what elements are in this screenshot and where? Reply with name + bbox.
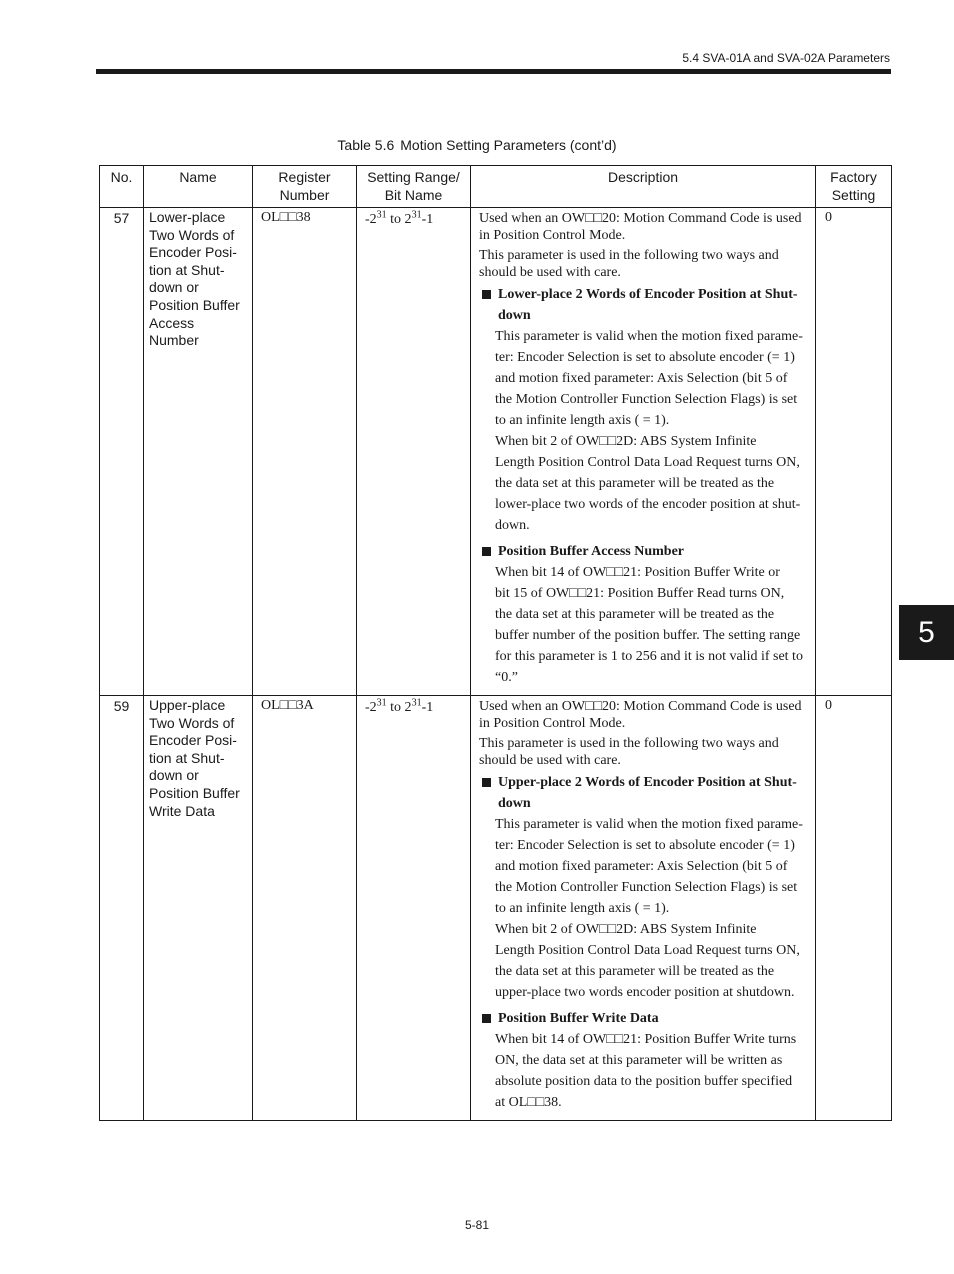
param-name: Upper-place Two Words of Encoder Posi- tion at Shut- down or Position Buffer Write Data (144, 696, 253, 1121)
caption-title: Motion Setting Parameters (cont’d) (400, 137, 617, 153)
subsection-heading: Position Buffer Access Number (479, 541, 811, 562)
subsection-heading: Lower-place 2 Words of Encoder Position at Shut- down (479, 284, 811, 326)
desc-intro: This parameter is used in the following two ways and should be used with care. (479, 248, 779, 280)
parameter-table (99, 165, 892, 1121)
table-row (100, 208, 892, 696)
desc-subsection (479, 541, 811, 688)
register-number: OL□□38 (253, 208, 357, 696)
desc-subsection (479, 284, 811, 536)
param-description (471, 208, 816, 696)
desc-intro: This parameter is used in the following two ways and should be used with care. (479, 736, 779, 768)
col-header-range: Setting Range/ Bit Name (357, 166, 471, 208)
header-rule (96, 69, 891, 74)
col-header-no: No. (100, 166, 144, 208)
subsection-body: This parameter is valid when the motion fixed parame- ter: Encoder Selection is set to absolute encoder (= 1) and motion fixed parameter: Axis Selection (bit 5 of the Motion Controller Function Selection Flags) is set to an infinite length axis ( = 1). When bit 2 of OW□□2D: ABS System Infinite Length Position Control Data Load Request turns ON, the data set at this parameter will be treated as the lower-place two words of the encoder position at shut- down. (495, 329, 803, 533)
bullet-square-icon (482, 547, 491, 556)
register-number: OL□□3A (253, 696, 357, 1121)
subsection-body: When bit 14 of OW□□21: Position Buffer Write or bit 15 of OW□□21: Position Buffer Read turns ON, the data set at this parameter will be treated as the buffer number of the position buffer. The setting range for this parameter is 1 to 256 and it is not valid if set to “0.” (495, 565, 803, 685)
param-description (471, 696, 816, 1121)
desc-intro: Used when an OW□□20: Motion Command Code is used in Position Control Mode. (479, 699, 802, 731)
col-header-register: Register Number (253, 166, 357, 208)
param-no: 57 (100, 208, 144, 696)
col-header-name: Name (144, 166, 253, 208)
subsection-heading: Position Buffer Write Data (479, 1008, 811, 1029)
subsection-body: When bit 14 of OW□□21: Position Buffer Write turns ON, the data set at this parameter will be written as absolute position data to the position buffer specified at OL□□38. (495, 1032, 797, 1110)
bullet-square-icon (482, 1014, 491, 1023)
param-name: Lower-place Two Words of Encoder Posi- tion at Shut- down or Position Buffer Access Number (144, 208, 253, 696)
factory-setting: 0 (816, 696, 892, 1121)
parameter-table-wrapper (99, 165, 891, 1121)
col-header-factory: Factory Setting (816, 166, 892, 208)
subsection-body: This parameter is valid when the motion fixed parame- ter: Encoder Selection is set to absolute encoder (= 1) and motion fixed parameter: Axis Selection (bit 5 of the Motion Controller Function Selection Flags) is set to an infinite length axis ( = 1). When bit 2 of OW□□2D: ABS System Infinite Length Position Control Data Load Request turns ON, the data set at this parameter will be treated as the upper-place two words encoder position at shutdown. (495, 817, 803, 1000)
factory-setting: 0 (816, 208, 892, 696)
setting-range: $-2^{31}$ to $2^{31}-1$ (357, 208, 471, 696)
param-no: 59 (100, 696, 144, 1121)
caption-number: Table 5.6 (337, 137, 395, 153)
bullet-square-icon (482, 290, 491, 299)
bullet-square-icon (482, 778, 491, 787)
setting-range: $-2^{31}$ to $2^{31}-1$ (357, 696, 471, 1121)
desc-intro: Used when an OW□□20: Motion Command Code is used in Position Control Mode. (479, 211, 802, 243)
table-caption (0, 137, 954, 153)
col-header-description: Description (471, 166, 816, 208)
table-header-row (100, 166, 892, 208)
table-row (100, 696, 892, 1121)
chapter-tab: 5 (899, 605, 954, 660)
desc-subsection (479, 772, 811, 1003)
desc-subsection (479, 1008, 811, 1113)
running-header: 5.4 SVA-01A and SVA-02A Parameters (682, 51, 890, 65)
subsection-heading: Upper-place 2 Words of Encoder Position at Shut- down (479, 772, 811, 814)
page-number: 5-81 (464, 1218, 490, 1232)
